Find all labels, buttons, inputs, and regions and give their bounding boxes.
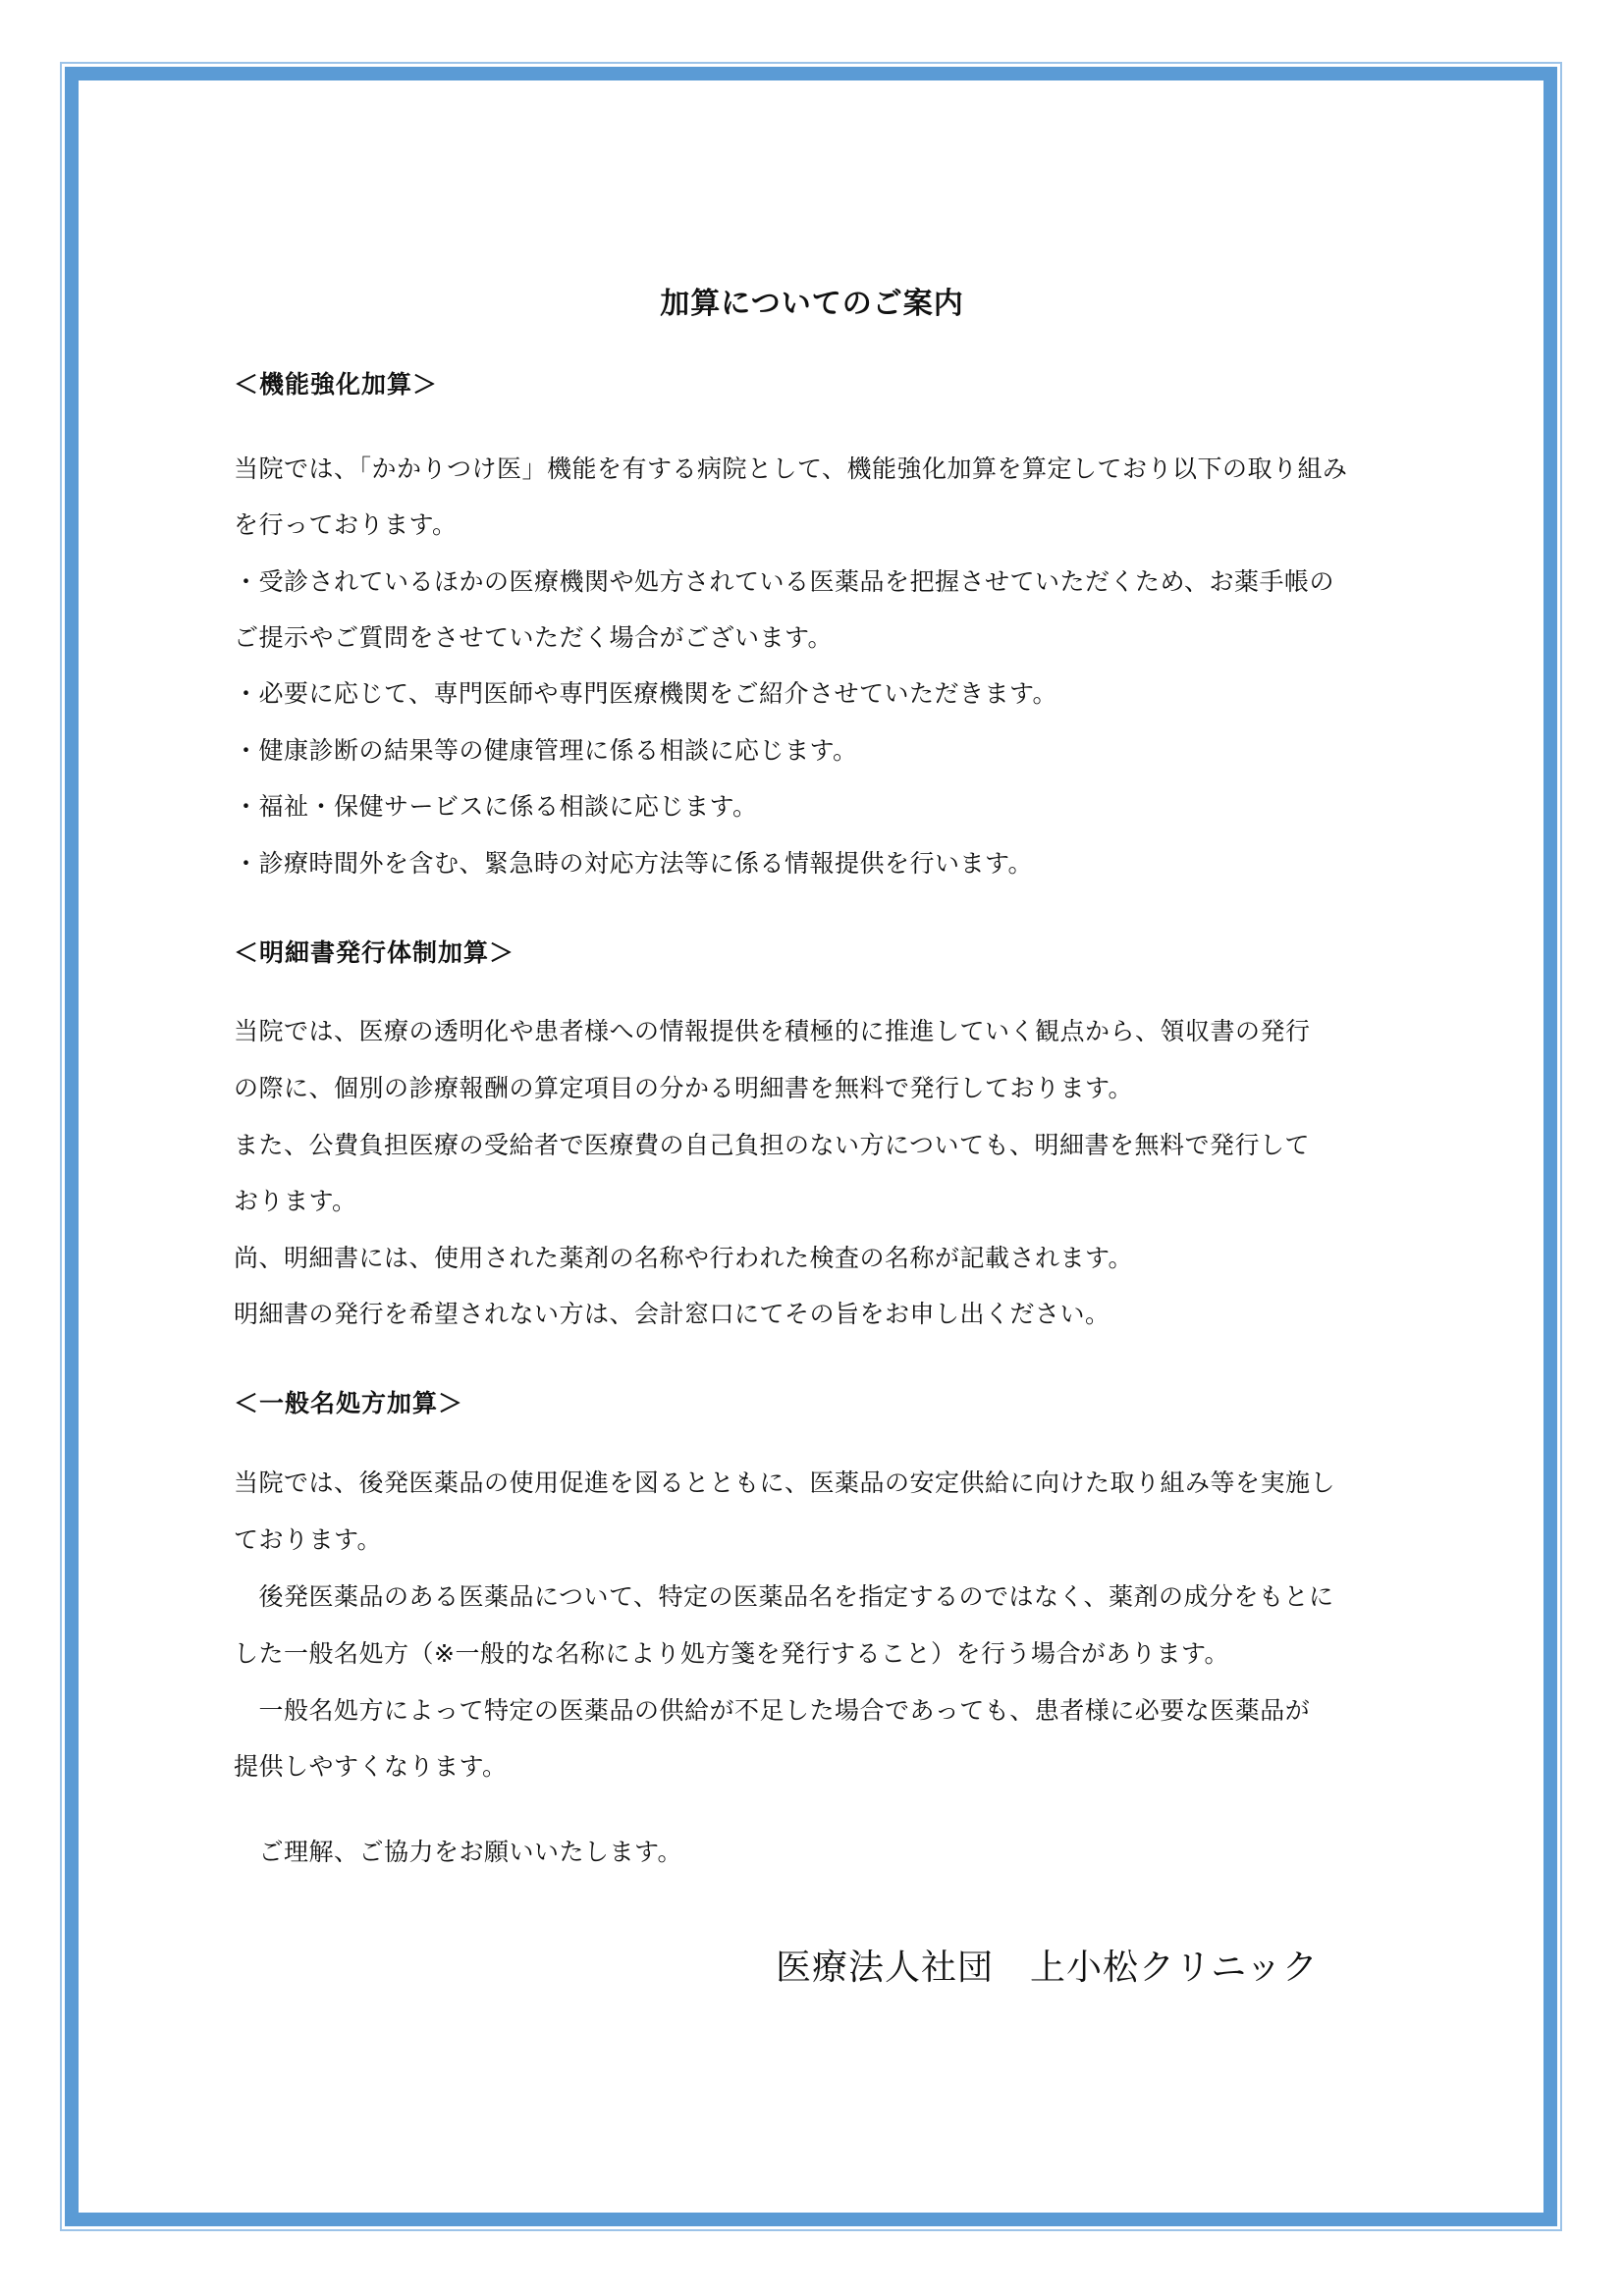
section-heading-ippanmei: ＜一般名処方加算＞ (234, 1389, 464, 1417)
section-line: 当院では、後発医薬品の使用促進を図るとともに、医薬品の安定供給に向けた取り組み等を実施し (234, 1468, 1336, 1497)
clinic-signature: 医療法人社団 上小松クリニック (776, 1948, 1319, 1988)
section-line: した一般名処方（※一般的な名称により処方箋を発行すること）を行う場合があります。 (234, 1639, 1229, 1668)
section-line: ・健康診断の結果等の健康管理に係る相談に応じます。 (234, 736, 858, 765)
section-line: 一般名処方によって特定の医薬品の供給が不足した場合であっても、患者様に必要な医薬品が (234, 1696, 1311, 1725)
section-line: ・福祉・保健サービスに係る相談に応じます。 (234, 792, 758, 821)
section-line: の際に、個別の診療報酬の算定項目の分かる明細書を無料で発行しております。 (234, 1074, 1134, 1102)
section-line: を行っております。 (234, 510, 458, 539)
section-line: 当院では、医療の透明化や患者様への情報提供を積極的に推進していく観点から、領収書の発行 (234, 1017, 1311, 1045)
closing-text: ご理解、ご協力をお願いいたします。 (234, 1838, 683, 1866)
section-heading-kinou: ＜機能強化加算＞ (234, 370, 439, 399)
section-line: ております。 (234, 1525, 383, 1554)
section-line: おります。 (234, 1187, 357, 1215)
section-heading-meisaisho: ＜明細書発行体制加算＞ (234, 938, 515, 967)
section-line: 尚、明細書には、使用された薬剤の名称や行われた検査の名称が記載されます。 (234, 1244, 1134, 1272)
section-line: 提供しやすくなります。 (234, 1752, 508, 1781)
section-line: また、公費負担医療の受給者で医療費の自己負担のない方についても、明細書を無料で発行して (234, 1131, 1311, 1159)
section-line: ご提示やご質問をさせていただく場合がございます。 (234, 623, 834, 652)
section-line: 当院では、「かかりつけ医」機能を有する病院として、機能強化加算を算定しており以下の取り組み (234, 454, 1348, 483)
document-title: 加算についてのご案内 (660, 287, 964, 321)
section-line: ・受診されているほかの医療機関や処方されている医薬品を把握させていただくため、お薬手帳の (234, 567, 1335, 596)
section-line: ・必要に応じて、専門医師や専門医療機関をご紹介させていただきます。 (234, 679, 1058, 708)
section-line: 後発医薬品のある医薬品について、特定の医薬品名を指定するのではなく、薬剤の成分をもとに (234, 1582, 1334, 1611)
section-line: 明細書の発行を希望されない方は、会計窓口にてその旨をお申し出ください。 (234, 1300, 1110, 1328)
section-line: ・診療時間外を含む、緊急時の対応方法等に係る情報提供を行います。 (234, 849, 1034, 878)
